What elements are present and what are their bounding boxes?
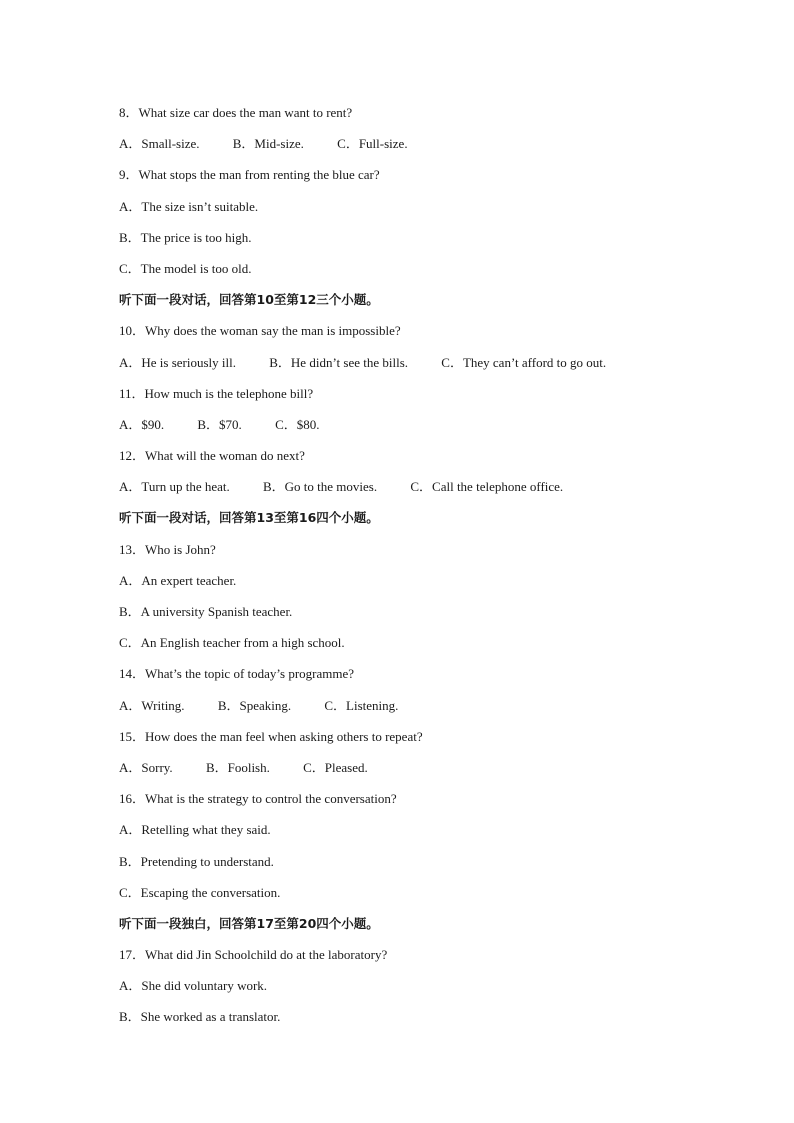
options-row-15 bbox=[119, 758, 719, 789]
option-8-c: C．Full-size. bbox=[337, 136, 408, 152]
option-10-b: B．He didn’t see the bills. bbox=[269, 354, 409, 370]
option-9-c: C．The model is too old. bbox=[119, 260, 252, 276]
question-16: 16．What is the strategy to control the conversation? bbox=[119, 791, 397, 807]
question-13: 13．Who is John? bbox=[119, 541, 216, 557]
section-heading-10-12: 听下面一段对话，回答第10至第12三个小题。 bbox=[119, 292, 379, 308]
document-page bbox=[119, 103, 719, 1039]
option-16-b: B．Pretending to understand. bbox=[119, 853, 274, 869]
option-9-b: B．The price is too high. bbox=[119, 229, 252, 245]
option-15-c: C．Pleased. bbox=[303, 759, 368, 775]
option-12-c: C．Call the telephone office. bbox=[410, 479, 564, 495]
option-16-c: C．Escaping the conversation. bbox=[119, 884, 281, 900]
options-row-14 bbox=[119, 696, 719, 727]
options-row-12 bbox=[119, 477, 719, 508]
option-12-b: B．Go to the movies. bbox=[263, 479, 378, 495]
option-8-a: A．Small-size. bbox=[119, 136, 200, 152]
option-9-a: A．The size isn’t suitable. bbox=[119, 198, 259, 214]
option-14-b: B．Speaking. bbox=[217, 697, 292, 713]
option-11-c: C．$80. bbox=[275, 416, 320, 432]
question-14: 14．What’s the topic of today’s programme? bbox=[119, 666, 355, 682]
option-16-a: A．Retelling what they said. bbox=[119, 822, 271, 838]
option-14-c: C．Listening. bbox=[324, 697, 399, 713]
option-13-c: C．An English teacher from a high school. bbox=[119, 635, 345, 651]
option-14-a: A．Writing. bbox=[119, 697, 185, 713]
question-15: 15．How does the man feel when asking others to repeat? bbox=[119, 728, 423, 744]
option-8-b: B．Mid-size. bbox=[232, 136, 304, 152]
option-13-b: B．A university Spanish teacher. bbox=[119, 604, 293, 619]
question-12: 12．What will the woman do next? bbox=[119, 448, 305, 464]
option-11-a: A．$90. bbox=[119, 416, 165, 432]
option-10-a: A．He is seriously ill. bbox=[119, 354, 236, 370]
question-11: 11．How much is the telephone bill? bbox=[119, 385, 314, 401]
options-row-8 bbox=[119, 134, 719, 165]
options-row-11 bbox=[119, 415, 719, 446]
question-9: 9．What stops the man from renting the blue car? bbox=[119, 167, 380, 183]
option-17-b: B．She worked as a translator. bbox=[119, 1009, 281, 1025]
options-row-10 bbox=[119, 353, 719, 384]
option-15-b: B．Foolish. bbox=[205, 759, 270, 775]
option-13-a: A．An expert teacher. bbox=[119, 572, 237, 588]
section-heading-17-20: 听下面一段独白，回答第17至第20四个小题。 bbox=[119, 915, 379, 931]
section-heading-13-16: 听下面一段对话，回答第13至第16四个小题。 bbox=[119, 510, 379, 526]
option-11-b: B．$70. bbox=[197, 416, 242, 432]
option-15-a: A．Sorry. bbox=[119, 759, 173, 775]
option-12-a: A．Turn up the heat. bbox=[119, 479, 230, 495]
question-8: 8．What size car does the man want to rent? bbox=[119, 105, 353, 120]
question-17: 17．What did Jin Schoolchild do at the laboratory? bbox=[119, 947, 388, 963]
question-10: 10．Why does the woman say the man is impossible? bbox=[119, 323, 401, 339]
option-10-c: C．They can’t afford to go out. bbox=[441, 354, 607, 370]
option-17-a: A．She did voluntary work. bbox=[119, 978, 268, 994]
